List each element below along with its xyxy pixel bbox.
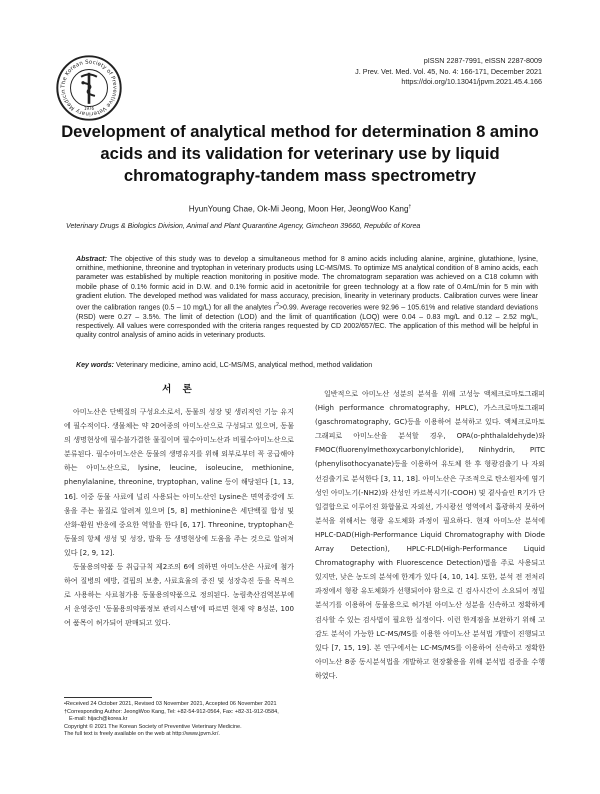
journal-info (355, 56, 542, 88)
logo-year: 1976 (83, 105, 95, 111)
keywords-label: Key words: (76, 362, 114, 369)
keywords (76, 362, 538, 369)
section-heading: 서 론 (162, 384, 196, 395)
copyright: Copyright © 2021 The Korean Society of Preventive Veterinary Medicine. (64, 723, 242, 730)
title-line-2: acids and its validation for veterinary use by liquid (100, 144, 500, 163)
affiliation: Veterinary Drugs & Biologics Division, Animal and Plant Quarantine Agency, Gimcheon 39660, Republic of Korea (66, 222, 421, 230)
journal-citation: J. Prev. Vet. Med. Vol. 45, No. 4: 166-171, December 2021 (355, 66, 542, 76)
received-dates: •Received 24 October 2021, Revised 03 November 2021, Accepted 06 November 2021 (64, 701, 277, 707)
keywords-text: Veterinary medicine, amino acid, LC-MS/MS, analytical method, method validation (115, 362, 373, 369)
paragraph: 동물용의약품 등 취급규칙 제2조의 6에 의하면 아미노산은 사료에 첨가하여 질병의 예방, 결핍의 보충, 사료효율의 증진 및 성장촉진 등을 목적으로 사용하는 사료첨가용 동물용의약품으로 정의된다. 농림축산검역본부에서 운영중인 '동물용의약품정보 관리시스템'에 따르면 현재 약 8성분, 100여 품목이 허가되어 판매되고 있다. (64, 562, 294, 628)
author-names: HyunYoung Chae, Ok-Mi Jeong, Moon Her, JeongWoo Kang (188, 204, 409, 214)
title-line-3: chromatography-tandem mass spectrometry (123, 166, 477, 185)
logo-ring-text: The Korean Society of Preventive Veterinary Medicin (60, 59, 118, 117)
corresponding-mark: † (408, 204, 412, 210)
body-right-column (315, 387, 545, 683)
fulltext-note: The full text is freely available on the web at http://www.jpvm.kr/. (64, 731, 220, 738)
abstract-sup: 2 (276, 302, 279, 309)
society-logo (56, 55, 122, 121)
title-line-1: Development of analytical method for determination 8 amino (61, 122, 539, 141)
paper-title (60, 121, 540, 187)
abstract-text-1: The objective of this study was to develop a simultaneous method for 8 amino acids including alanine, arginine, glutathione, lysine, ornithine, methionine, threonine and tryptophan in veterinary products using LC-MS/MS. To optimize MS analytical condition of 8 amino acids, each parameter was established by multiple reaction monitoring in positive mode. The chromatogram separation was achieved on a C18 column with mobile phase of 0.1% formic acid in D.W. and 0.1% formic acid in acetonitrile for green technology at a flow rate of 0.4mL/min for 5 min with gradient elution. The developed method was validated for mass accuracy, precision, linearity in veterinary products. Calibration curves were linear over the calibration ranges (0.5 – 10 mg/L) for all the analytes r (76, 256, 538, 312)
email[interactable]: E-mail: hijach@korea.kr (69, 716, 128, 723)
paragraph: 일반적으로 아미노산 성분의 분석을 위해 고성능 액체크로마토그래피(High performance chromatography, HPLC), 가스크로마토그래피(gaschromatography, GC)등을 이용하여 분석하고 있다. 액체크로마토그래피로 아미노산을 분석할 경우, OPA(o-phthalaldehyde)와 FMOC(fluorenylmethoxycarbonylchloride), Ninhydrin, PITC (phenylisothocyanate)등을 이용하여 유도체 한 후 형광검출기 나 자외선검출기로 분석한다 [3, 11, 18]. 아미노산은 구조적으로 탄소원자에 염기성인 아미노기(-NH2)와 산성인 카르복시기(-COOH) 및 곁사슬인 R기가 단일결합으로 이루어진 화합물로 자외선, 가시광선 영역에서 흡광하지 못하여 분석을 위해서는 형광 유도체화 과정이 필요하다. 현재 아미노산 분석에 HPLC-DAD(High-Performance Liquid Chromatography with Diode Array Detection), HPLC-FLD(High-Performance Liquid Chromatography with Fluorescence Detection)법을 주로 사용되고 있지만, 낮은 농도의 분석에 한계가 있다 [4, 10, 14]. 또한, 분석 전 전처리 과정에서 형광 유도체화가 선행되어야 함으로 긴 검사시간이 소요되어 정밀분석기를 이용하여 동물용으로 허가된 아미노산 성분을 신속하고 정확하게 검사할 수 있는 검사법이 필요한 실정이다. 이런 한계점을 보완하기 위해 고감도 분석이 가능한 LC-MS/MS를 이용한 아미노산 분석법 개발이 진행되고 있다 [7, 15, 19]. 본 연구에서는 LC-MS/MS를 이용하여 신속하고 정확한 아미노산 8종 동시분석법을 개발하고 현장활용을 위해 분석법 검증을 수행하였다. (315, 389, 545, 680)
abstract-text-2: >0.99. Average recoveries were 92.96 – 105.61% and relative standard deviations (RSD) were 0.27 – 3.5%. The limit of detection (LOD) and the limit of quantification (LOQ) were 0.04 – 0.83 mg/L and 0.12 – 2.52 mg/L, respectively. All values were corresponded with the criteria ranges requested by CD 2002/657/EC. The application of this method will be helpful in quality control analysis of amino acids in veterinary products. (76, 304, 538, 339)
paragraph: 아미노산은 단백질의 구성요소로서, 동물의 성장 및 생리적인 기능 유지에 필수적이다. 생물체는 약 20여종의 아미노산으로 구성되고 있으며, 동물의 생명현상에 필수불가결한 물질이며 필수아미노산과 비필수아미노산으로 분류된다. 필수아미노산은 동물의 생명유지를 위해 외부로부터 꼭 공급해야 하는 아미노산으로, lysine, leucine, isoleucine, methionine, phenylalanine, threonine, tryptophan, valine 등이 해당된다 [1, 13, 16]. 이중 동물 사료에 널리 사용되는 아미노산인 Lysine은 면역증강에 도움을 주는 물질로 알려져 있으며 [5, 8] methionine은 세단백질 합성 및 산화-환원 반응에 중요한 역할을 한다 [6, 17]. Threonine, tryptophan은 동물의 항체 생성 및 성장, 발육 등 생명현상에 도움을 주는 것으로 알려져 있다 [2, 9, 12]. (64, 407, 294, 557)
issn: pISSN 2287-7991, eISSN 2287-8009 (423, 56, 542, 65)
authors (60, 204, 540, 214)
abstract (76, 255, 538, 340)
footnotes (64, 701, 304, 739)
corresponding-author: †Corresponding Author: JeongWoo Kang, Tel: +82-54-912-0564, Fax: +82-31-912-0584, (64, 708, 279, 715)
body-left-column (64, 405, 294, 631)
abstract-label: Abstract: (76, 256, 107, 263)
footnote-divider (64, 697, 152, 698)
doi-link[interactable]: https://doi.org/10.13041/jpvm.2021.45.4.166 (401, 77, 542, 86)
